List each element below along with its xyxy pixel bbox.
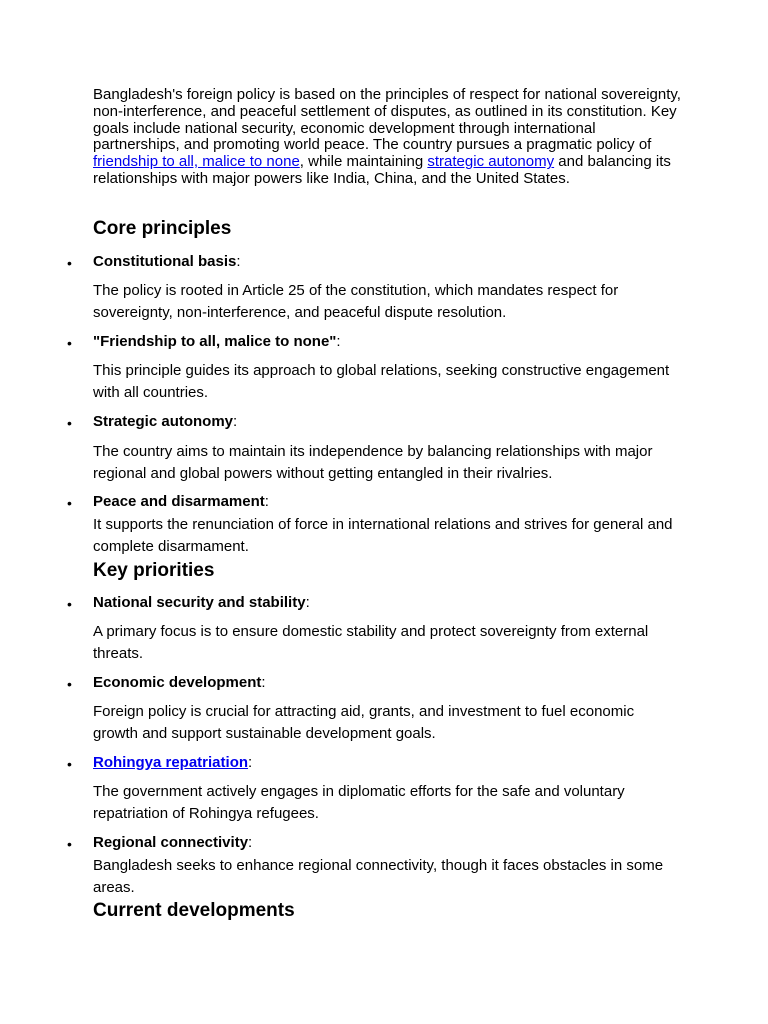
colon: : <box>248 834 253 851</box>
bullet-icon: • <box>67 335 72 351</box>
term-national-security <box>93 593 310 613</box>
colon: : <box>236 253 241 270</box>
intro-text-3: and balancing its relationships with major powers like India, China, and the United States. <box>93 153 671 187</box>
term-label: Regional connectivity <box>93 834 249 851</box>
desc-regional-connectivity: Bangladesh seeks to enhance regional connectivity, though it faces obstacles in some areas. <box>93 857 664 896</box>
term-regional-connectivity <box>93 833 252 853</box>
term-rohingya-repatriation <box>93 753 252 773</box>
desc-strategic-autonomy: The country aims to maintain its independence by balancing relationships with major regional and global powers without getting entangled in their rivalries. <box>93 443 653 482</box>
desc-peace-and-disarmament: It supports the renunciation of force in international relations and strives for general and complete disarmament. <box>93 516 673 555</box>
colon: : <box>261 674 266 691</box>
term-constitutional-basis <box>93 252 241 272</box>
desc-friendship-to-all: This principle guides its approach to global relations, seeking constructive engagement with all countries. <box>93 362 670 401</box>
intro-text-2: , while maintaining <box>299 153 428 171</box>
colon: : <box>264 493 269 510</box>
colon: : <box>248 754 253 771</box>
link-rohingya-repatriation[interactable]: Rohingya repatriation <box>93 754 249 771</box>
bullet-icon: • <box>67 836 72 852</box>
intro-text-1: Bangladesh's foreign policy is based on the principles of respect for national sovereignty, non-interference, and peaceful settlement of disputes, as outlined in its constitution. Key goals include national security, economic development through international partnerships, and promoting world peace. The country pursues a pragmatic policy of <box>93 86 681 154</box>
colon: : <box>233 413 238 430</box>
bullet-icon: • <box>67 676 72 692</box>
term-friendship-to-all <box>93 332 341 352</box>
term-economic-development <box>93 673 266 693</box>
desc-constitutional-basis: The policy is rooted in Article 25 of the constitution, which mandates respect for sovereignty, non-interference, and peaceful dispute resolution. <box>93 282 619 321</box>
desc-rohingya-repatriation: The government actively engages in diplomatic efforts for the safe and voluntary repatriation of Rohingya refugees. <box>93 783 625 822</box>
bullet-icon: • <box>67 756 72 772</box>
bullet-icon: • <box>67 255 72 271</box>
link-strategic-autonomy[interactable]: strategic autonomy <box>427 153 555 171</box>
term-label: National security and stability <box>93 594 306 611</box>
intro-paragraph <box>93 87 683 188</box>
term-label: Peace and disarmament <box>93 493 265 510</box>
term-label: Economic development <box>93 674 262 691</box>
bullet-icon: • <box>67 415 72 431</box>
term-label: Strategic autonomy <box>93 413 234 430</box>
heading-current-developments: Current developments <box>93 900 295 921</box>
heading-key-priorities: Key priorities <box>93 560 215 581</box>
bullet-icon: • <box>67 495 72 511</box>
heading-core-principles: Core principles <box>93 218 232 239</box>
term-peace-and-disarmament <box>93 492 269 512</box>
link-friendship-to-all[interactable]: friendship to all, malice to none <box>93 153 300 171</box>
term-strategic-autonomy <box>93 412 237 432</box>
desc-national-security: A primary focus is to ensure domestic stability and protect sovereignty from external threats. <box>93 623 649 662</box>
bullet-icon: • <box>67 596 72 612</box>
term-label: Constitutional basis <box>93 253 237 270</box>
colon: : <box>336 333 341 350</box>
desc-economic-development: Foreign policy is crucial for attracting aid, grants, and investment to fuel economic growth and support sustainable development goals. <box>93 703 635 742</box>
term-label: "Friendship to all, malice to none" <box>93 333 337 350</box>
colon: : <box>305 594 310 611</box>
